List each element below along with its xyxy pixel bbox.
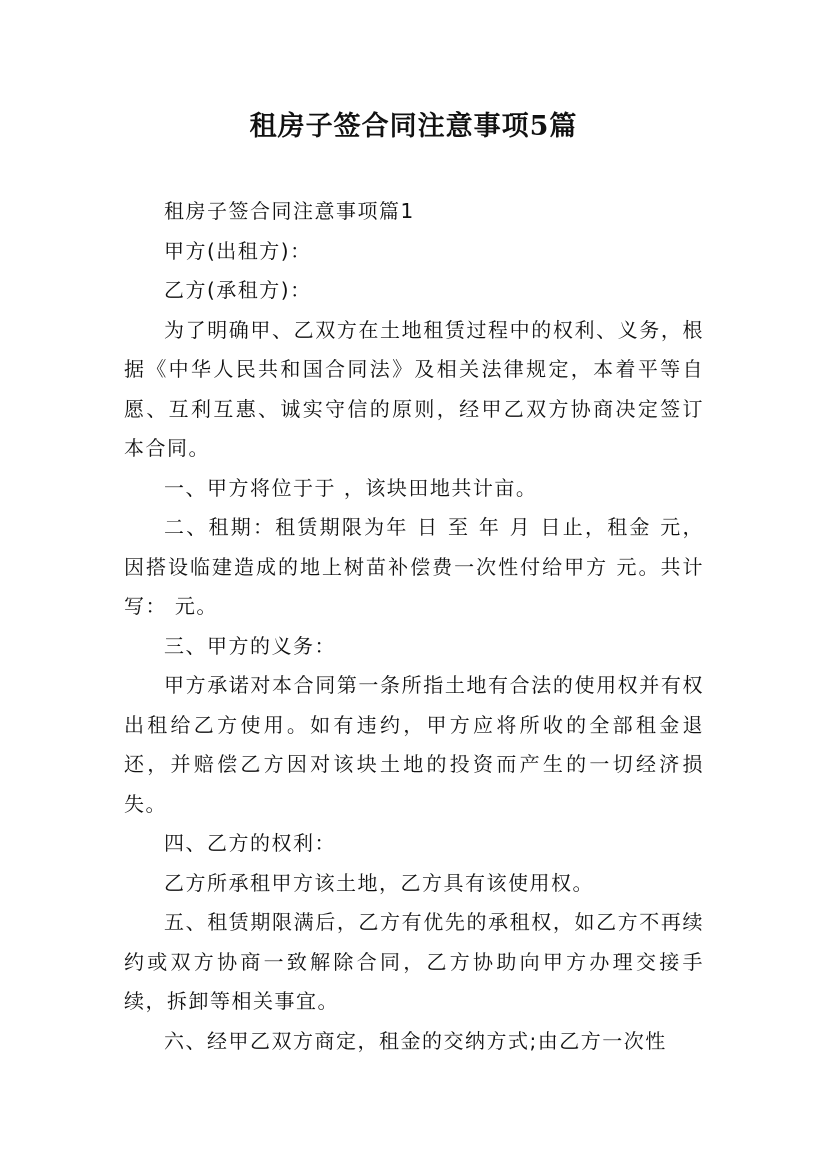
paragraph-clause-2: 二、租期：租赁期限为年 日 至 年 月 日止，租金 元，因搭设临建造成的地上树苗补偿费一次性付给甲方 元。共计写： 元。	[124, 515, 704, 618]
paragraph-clause-4-heading: 四、乙方的权利：	[164, 831, 336, 855]
paragraph-clause-3-body: 甲方承诺对本合同第一条所指土地有合法的使用权并有权出租给乙方使用。如有违约，甲方应将所收的全部租金退还，并赔偿乙方因对该块土地的投资而产生的一切经济损失。	[124, 673, 704, 816]
paragraph-section-heading: 租房子签合同注意事项篇1	[164, 199, 415, 223]
paragraph-clause-3-heading: 三、甲方的义务：	[164, 633, 336, 658]
paragraph-clause-4-body: 乙方所承租甲方该土地，乙方具有该使用权。	[164, 870, 594, 895]
document-title: 租房子签合同注意事项5篇	[249, 111, 578, 142]
paragraph-party-a: 甲方(出租方)：	[164, 238, 312, 263]
paragraph-party-b: 乙方(承租方)：	[164, 278, 312, 302]
paragraph-clause-6: 六、经甲乙双方商定，租金的交纳方式;由乙方一次性	[164, 1028, 667, 1053]
paragraph-clause-1: 一、甲方将位于于 ，该块田地共计亩。	[164, 475, 538, 500]
paragraph-clause-5: 五、租赁期限满后，乙方有优先的承租权，如乙方不再续约或双方协商一致解除合同，乙方协助向甲方办理交接手续，拆卸等相关事宜。	[124, 910, 704, 1013]
document-body	[124, 192, 704, 1061]
paragraph-preamble: 为了明确甲、乙双方在土地租赁过程中的权利、义务，根据《中华人民共和国合同法》及相关法律规定，本着平等自愿、互利互惠、诚实守信的原则，经甲乙双方协商决定签订本合同。	[124, 317, 704, 460]
